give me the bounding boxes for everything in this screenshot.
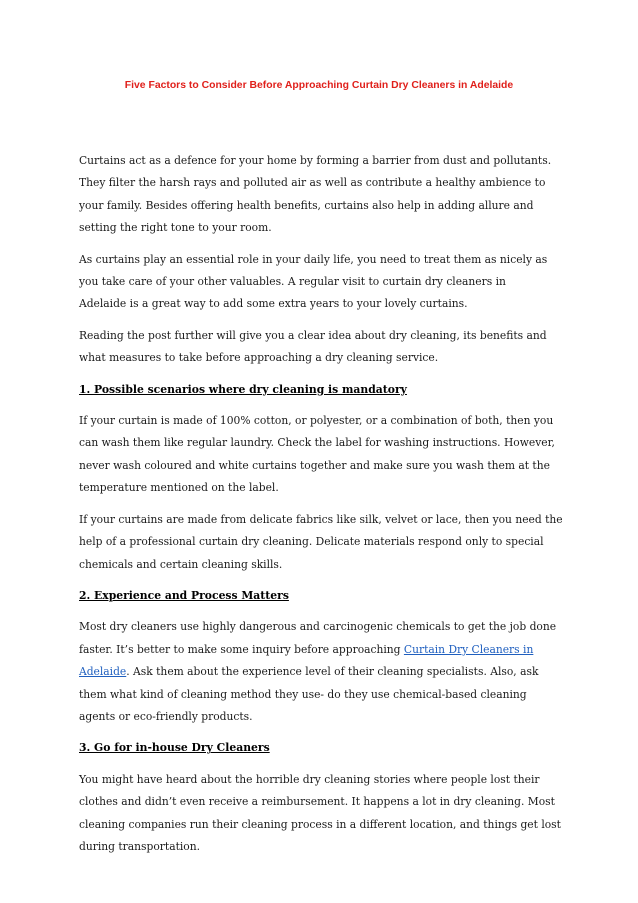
text-line: You might have heard about the horrible dry cleaning stories where people lost their	[79, 772, 540, 786]
text-line: Adelaide is a great way to add some extra years to your lovely curtains.	[79, 297, 468, 311]
paragraph-dangerous-chemicals	[79, 616, 574, 728]
paragraph-reading-further	[79, 325, 574, 370]
text-line: agents or eco-friendly products.	[79, 709, 253, 723]
text-line	[79, 639, 574, 661]
text-line: Reading the post further will give you a clear idea about dry cleaning, its benefits and	[79, 328, 547, 342]
document-body	[79, 150, 574, 867]
paragraph-delicate-fabrics	[79, 509, 574, 576]
heading-experience-process: 2. Experience and Process Matters	[79, 588, 289, 602]
text-line	[79, 661, 574, 683]
text-line: your family. Besides offering health benefits, curtains also help in adding allure and	[79, 198, 534, 212]
paragraph-cotton-polyester	[79, 410, 574, 500]
heading-possible-scenarios: 1. Possible scenarios where dry cleaning is mandatory	[79, 382, 407, 396]
text-line: can wash them like regular laundry. Check the label for washing instructions. However,	[79, 436, 555, 450]
document-title: Five Factors to Consider Before Approaching Curtain Dry Cleaners in Adelaide	[124, 80, 514, 91]
heading-in-house-dry-cleaners: 3. Go for in-house Dry Cleaners	[79, 741, 270, 755]
text-line: what measures to take before approaching a dry cleaning service.	[79, 351, 439, 365]
text-segment: faster. It’s better to make some inquiry before approaching	[79, 642, 404, 656]
text-line: setting the right tone to your room.	[79, 221, 272, 235]
text-line: If your curtains are made from delicate fabrics like silk, velvet or lace, then you need the	[79, 512, 563, 526]
paragraph-intro	[79, 150, 574, 240]
text-line: Curtains act as a defence for your home by forming a barrier from dust and pollutants.	[79, 154, 552, 167]
text-line: clothes and didn’t even receive a reimbursement. It happens a lot in dry cleaning. Most	[79, 795, 555, 809]
text-line: They filter the harsh rays and polluted air as well as contribute a healthy ambience to	[79, 176, 546, 190]
text-line: them what kind of cleaning method they use- do they use chemical-based cleaning	[79, 687, 527, 701]
paragraph-horrible-stories	[79, 769, 574, 859]
text-line: If your curtain is made of 100% cotton, or polyester, or a combination of both, then you	[79, 414, 554, 428]
text-line: temperature mentioned on the label.	[79, 481, 279, 495]
text-line: chemicals and certain cleaning skills.	[79, 557, 283, 571]
text-line: cleaning companies run their cleaning process in a different location, and things get lost	[79, 817, 561, 831]
text-line: never wash coloured and white curtains together and make sure you wash them at the	[79, 458, 550, 472]
text-line: you take care of your other valuables. A regular visit to curtain dry cleaners in	[79, 275, 506, 289]
paragraph-essential-role	[79, 249, 574, 316]
text-segment: . Ask them about the experience level of their cleaning specialists. Also, ask	[126, 665, 539, 679]
text-line: during transportation.	[79, 839, 200, 853]
curtain-dry-cleaners-link-continued[interactable]: Adelaide	[79, 665, 127, 679]
text-line: As curtains play an essential role in your daily life, you need to treat them as nicely as	[79, 252, 548, 266]
curtain-dry-cleaners-link[interactable]: Curtain Dry Cleaners in	[403, 642, 534, 656]
text-line: Most dry cleaners use highly dangerous and carcinogenic chemicals to get the job done	[79, 620, 557, 634]
text-line: help of a professional curtain dry cleaning. Delicate materials respond only to special	[79, 535, 544, 549]
